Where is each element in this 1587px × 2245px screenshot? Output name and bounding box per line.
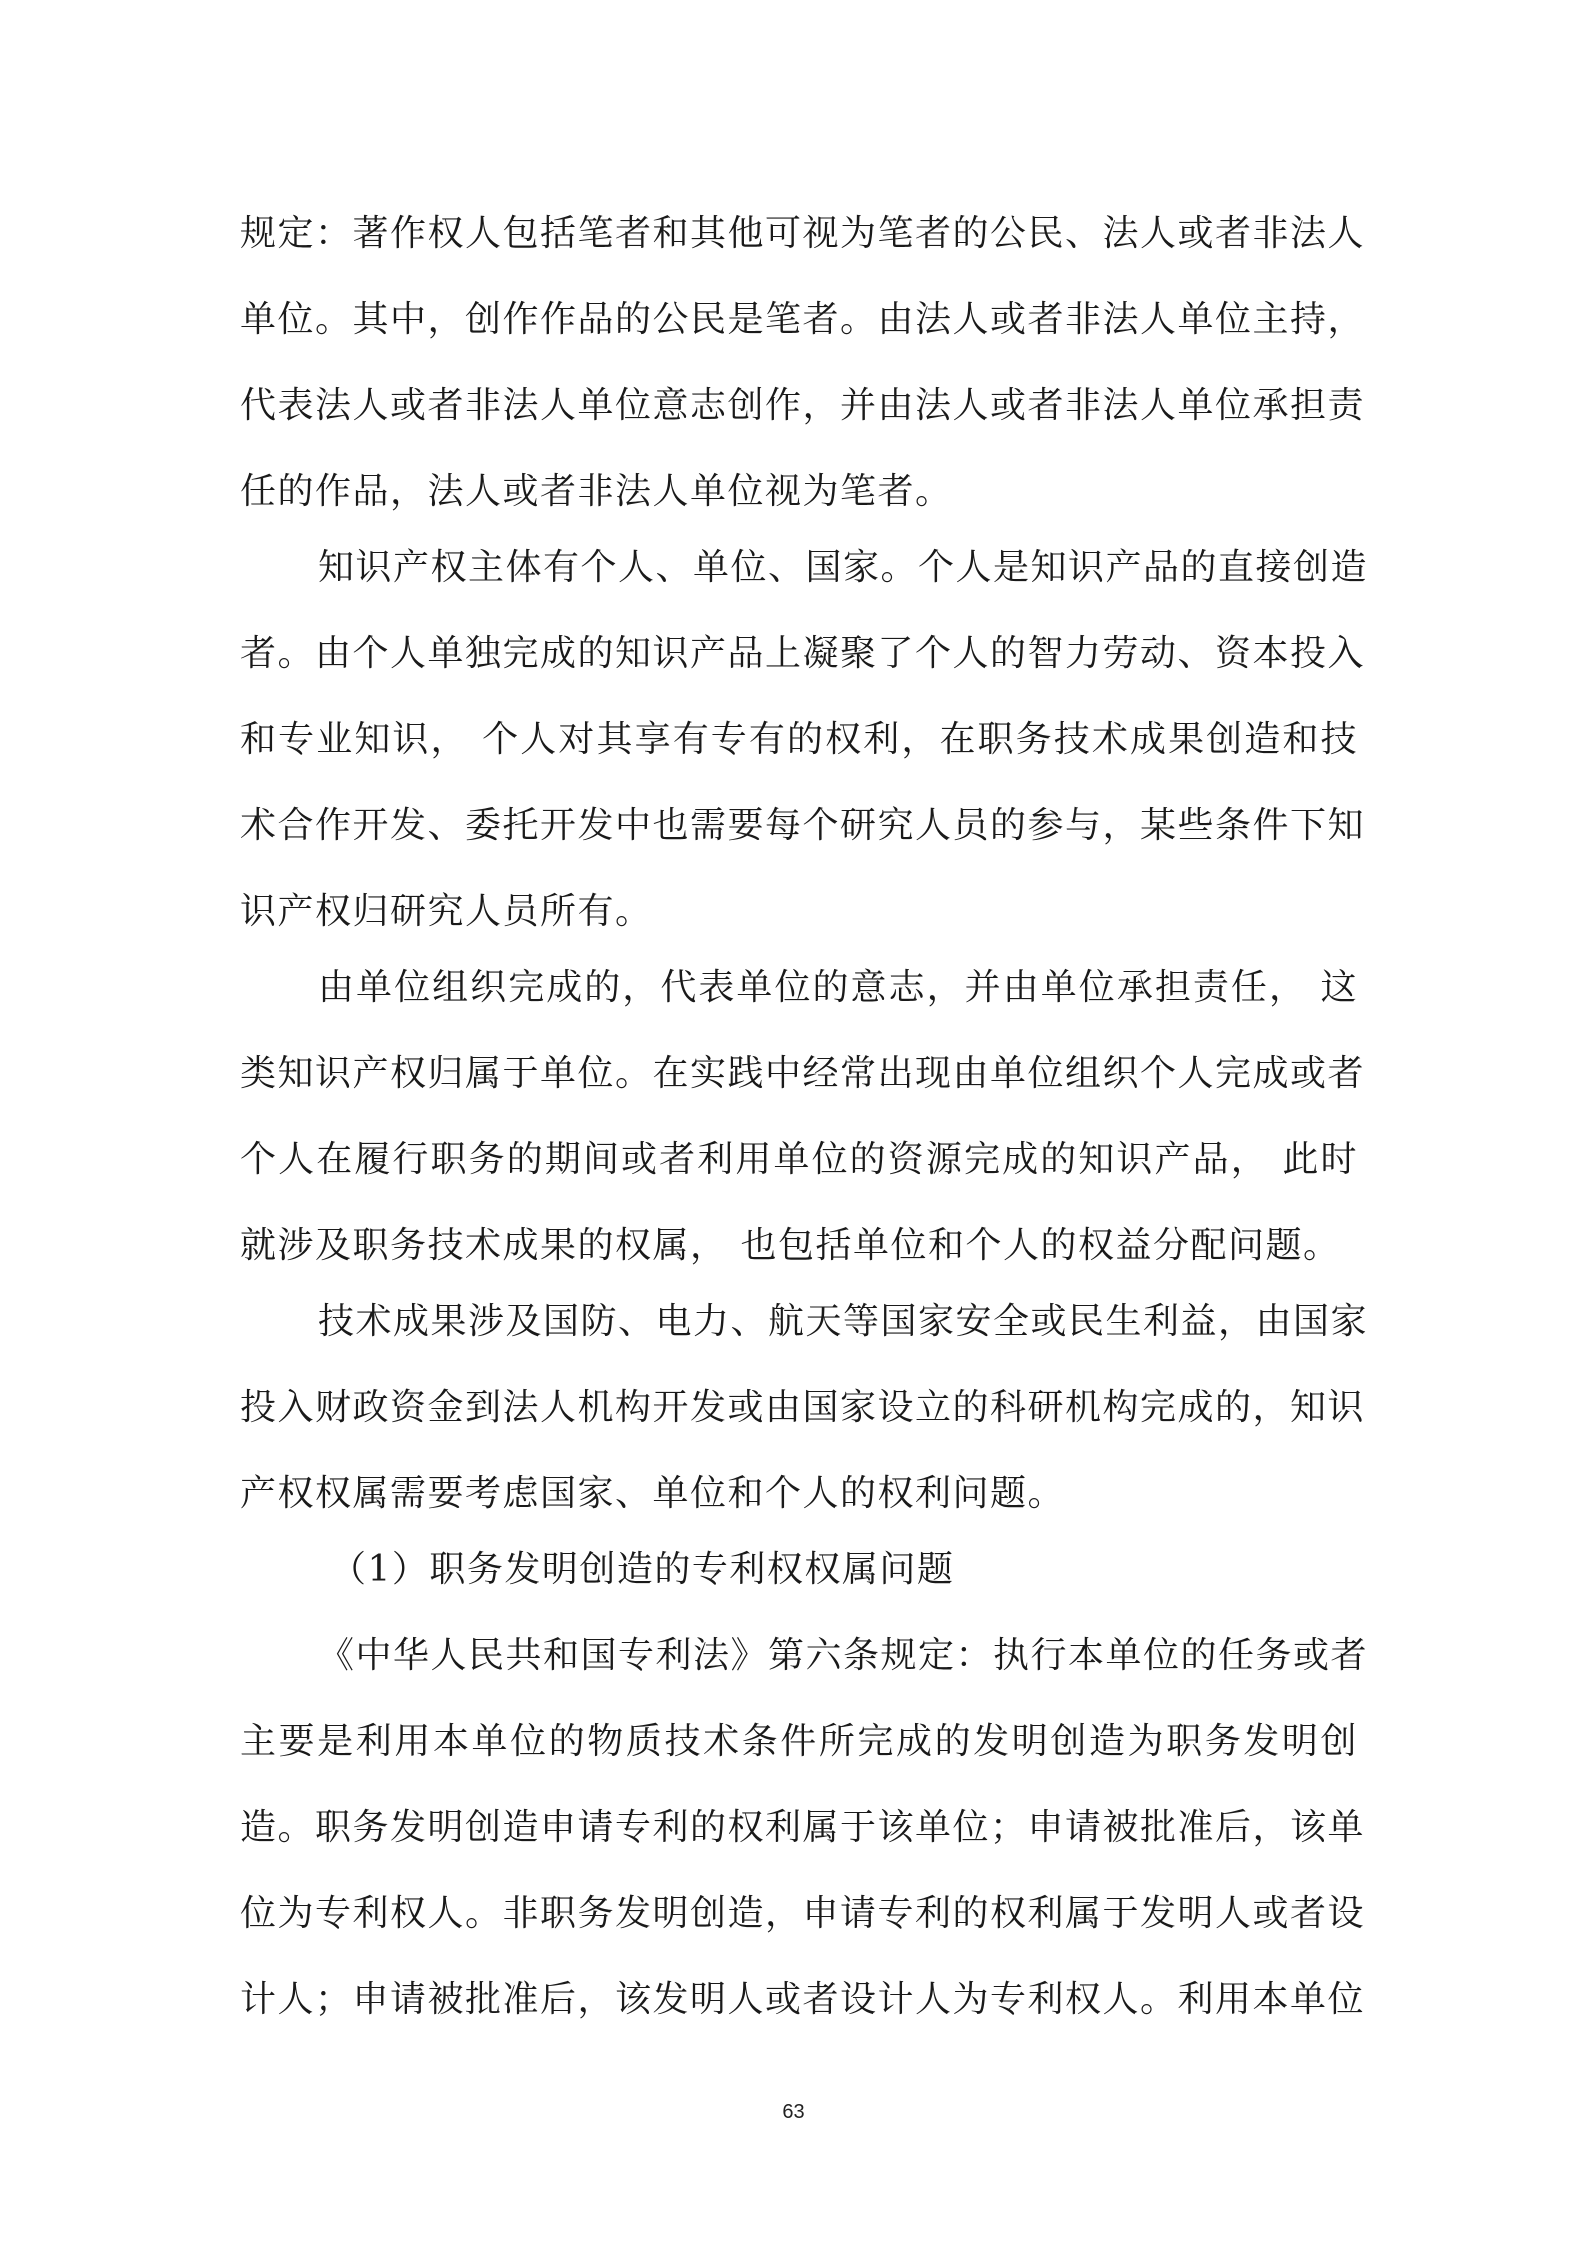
text-line: 造。职务发明创造申请专利的权利属于该单位；申请被批准后，该单 [240, 1807, 1366, 1848]
text-line: 个人在履行职务的期间或者利用单位的资源完成的知识产品， 此时 [240, 1139, 1358, 1180]
text-line: 就涉及职务技术成果的权属， 也包括单位和个人的权益分配问题。 [240, 1225, 1341, 1266]
text-line: 《中华人民共和国专利法》第六条规定：执行本单位的任务或者 [318, 1635, 1369, 1676]
text-line: 类知识产权归属于单位。在实践中经常出现由单位组织个人完成或者 [240, 1053, 1366, 1094]
text-line: 位为专利权人。非职务发明创造，申请专利的权利属于发明人或者设 [240, 1893, 1366, 1934]
text-line: 代表法人或者非法人单位意志创作，并由法人或者非法人单位承担责 [240, 385, 1366, 426]
text-line: 知识产权主体有个人、单位、国家。个人是知识产品的直接创造 [318, 547, 1369, 588]
text-line: 和专业知识， 个人对其享有专有的权利，在职务技术成果创造和技 [240, 719, 1358, 760]
text-line: 规定：著作权人包括笔者和其他可视为笔者的公民、法人或者非法人 [240, 213, 1366, 254]
text-line: 技术成果涉及国防、电力、航天等国家安全或民生利益，由国家 [318, 1301, 1369, 1342]
text-line: 主要是利用本单位的物质技术条件所完成的发明创造为职务发明创 [240, 1721, 1358, 1762]
text-line: 者。由个人单独完成的知识产品上凝聚了个人的智力劳动、资本投入 [240, 633, 1366, 674]
text-line: 投入财政资金到法人机构开发或由国家设立的科研机构完成的，知识 [240, 1387, 1366, 1428]
text-line: 产权权属需要考虑国家、单位和个人的权利问题。 [240, 1473, 1066, 1514]
page-number: 63 [782, 2101, 805, 2123]
text-line: 由单位组织完成的，代表单位的意志，并由单位承担责任， 这 [318, 967, 1358, 1008]
text-line: 术合作开发、委托开发中也需要每个研究人员的参与，某些条件下知 [240, 805, 1366, 846]
text-line: 单位。其中，创作作品的公民是笔者。由法人或者非法人单位主持， [240, 299, 1366, 340]
text-line: 任的作品，法人或者非法人单位视为笔者。 [240, 471, 953, 512]
text-line: 识产权归研究人员所有。 [240, 891, 653, 932]
text-line: 计人；申请被批准后，该发明人或者设计人为专利权人。利用本单位 [240, 1979, 1366, 2020]
text-line: （1）职务发明创造的专利权权属问题 [330, 1549, 955, 1590]
